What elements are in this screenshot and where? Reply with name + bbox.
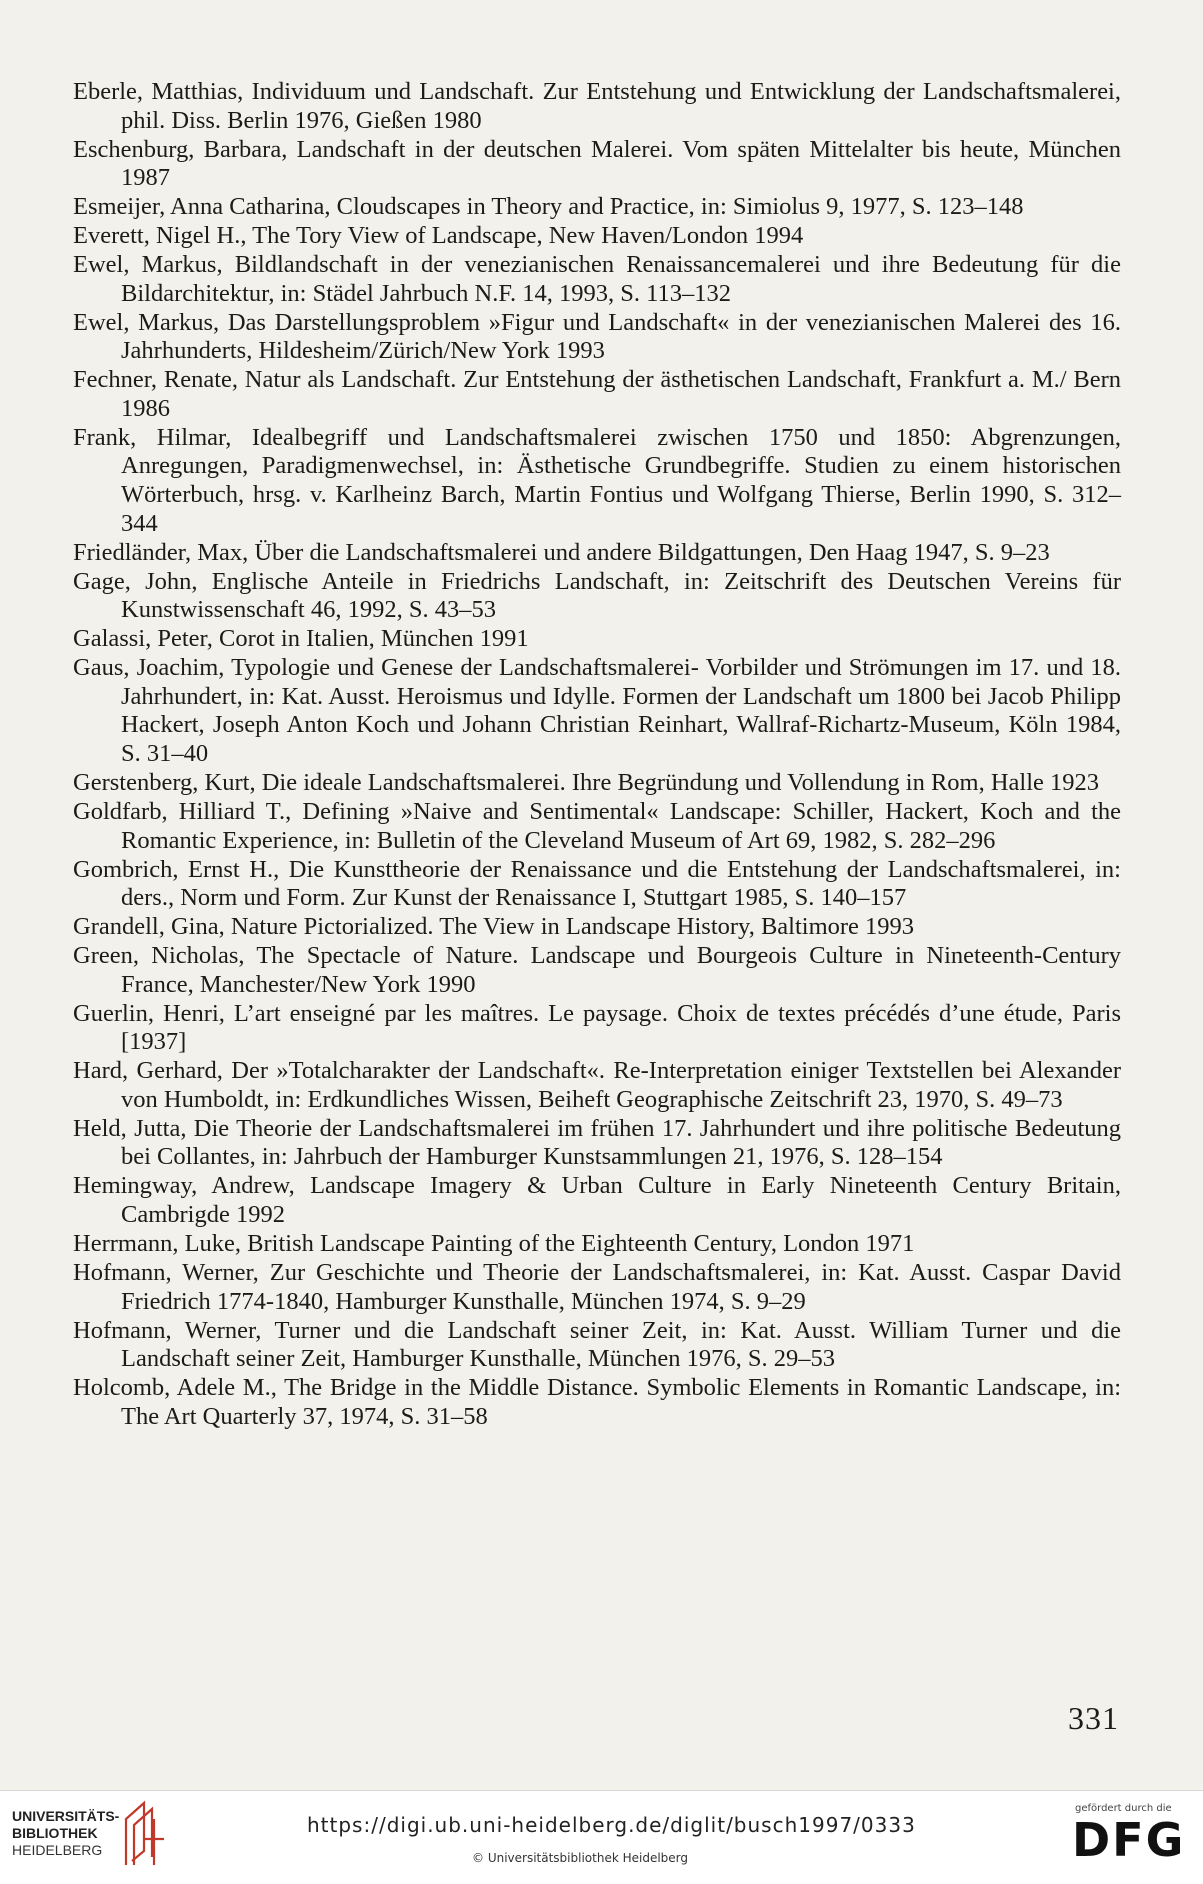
library-logo-icon: [122, 1799, 168, 1869]
library-name-line2: BIBLIOTHEK: [12, 1825, 98, 1841]
bibliography-entry: Ewel, Markus, Bildlandschaft in der venezianischen Renaissancemalerei und ihre Bedeutung für die Bildarchitektur, in: Städel Jahrbuch N.F. 14, 1993, S. 113–132: [73, 251, 1121, 307]
bibliography-entry: Hofmann, Werner, Turner und die Landschaft seiner Zeit, in: Kat. Ausst. William Turner und die Landschaft seiner Zeit, Hamburger Kunsthalle, München 1976, S. 29–53: [73, 1316, 1121, 1373]
dfg-logo: DFG: [1072, 1813, 1186, 1867]
bibliography-entry: Holcomb, Adele M., The Bridge in the Middle Distance. Symbolic Elements in Romantic Landscape, in: The Art Quarterly 37, 1974, S. 31–58: [73, 1374, 1121, 1430]
bibliography-entry: Held, Jutta, Die Theorie der Landschaftsmalerei im frühen 17. Jahrhundert und ihre politische Bedeutung bei Collantes, in: Jahrbuch der Hamburger Kunstsammlungen 21, 1976, S. 128–154: [73, 1114, 1121, 1171]
bibliography-entry: Eschenburg, Barbara, Landschaft in der deutschen Malerei. Vom späten Mittelalter bis heute, München 1987: [73, 135, 1121, 192]
bibliography-entry: Hard, Gerhard, Der »Totalcharakter der Landschaft«. Re-Interpretation einiger Textstellen bei Alexander von Humboldt, in: Erdkundliches Wissen, Beiheft Geographische Zeitschrift 23, 1970, S. 49–73: [73, 1057, 1121, 1113]
bibliography-entry: Gage, John, Englische Anteile in Friedrichs Landschaft, in: Zeitschrift des Deutschen Vereins für Kunstwissenschaft 46, 1992, S. 43–53: [73, 567, 1121, 624]
copyright-notice: © Universitätsbibliothek Heidelberg: [472, 1851, 689, 1865]
bibliography-entry: Eberle, Matthias, Individuum und Landschaft. Zur Entstehung und Entwicklung der Landschaftsmalerei, phil. Diss. Berlin 1976, Gießen 1980: [73, 78, 1121, 134]
permalink-url[interactable]: https://digi.ub.uni-heidelberg.de/diglit/busch1997/0333: [307, 1813, 916, 1837]
library-name-line3: HEIDELBERG: [12, 1842, 103, 1858]
funding-caption: gefördert durch die: [1075, 1803, 1172, 1814]
bibliography-entry: Hofmann, Werner, Zur Geschichte und Theorie der Landschaftsmalerei, in: Kat. Ausst. Caspar David Friedrich 1774-1840, Hamburger Kunsthalle, München 1974, S. 9–29: [73, 1258, 1121, 1315]
bibliography-entry: Hemingway, Andrew, Landscape Imagery & Urban Culture in Early Nineteenth Century Britain, Cambrigde 1992: [73, 1172, 1121, 1228]
bibliography-entry: Gombrich, Ernst H., Die Kunsttheorie der Renaissance und die Entstehung der Landschaftsmalerei, in: ders., Norm und Form. Zur Kunst der Renaissance I, Stuttgart 1985, S. 140–157: [73, 855, 1121, 912]
bibliography-entry: Ewel, Markus, Das Darstellungsproblem »Figur und Landschaft« in der venezianischen Malerei des 16. Jahrhunderts, Hildesheim/Zürich/New York 1993: [73, 308, 1121, 365]
bibliography-entry: Gaus, Joachim, Typologie und Genese der Landschaftsmalerei- Vorbilder und Strömungen im 17. und 18. Jahrhundert, in: Kat. Ausst. Heroismus und Idylle. Formen der Landschaft um 1800 bei Jacob Philipp Hackert, Joseph Anton Koch und Johann Christian Reinhart, Wallraf-Richartz-Museum, Köln 1984, S. 31–40: [73, 654, 1121, 767]
bibliography-entry: Galassi, Peter, Corot in Italien, München 1991: [73, 625, 529, 653]
bibliography-entry: Frank, Hilmar, Idealbegriff und Landschaftsmalerei zwischen 1750 und 1850: Abgrenzungen, Anregungen, Paradigmenwechsel, in: Ästhetische Grundbegriffe. Studien zu einem historischen Wörterbuch, hrsg. v. Karlheinz Barch, Martin Fontius und Wolfgang Thierse, Berlin 1990, S. 312–344: [73, 423, 1121, 537]
library-logo-text: [12, 1808, 119, 1859]
bibliography-entry: Friedländer, Max, Über die Landschaftsmalerei und andere Bildgattungen, Den Haag 1947, S. 9–23: [73, 538, 1050, 566]
bibliography-entry: Esmeijer, Anna Catharina, Cloudscapes in Theory and Practice, in: Simiolus 9, 1977, S. 123–148: [73, 193, 1024, 221]
page-number: 331: [1068, 1700, 1119, 1736]
bibliography-entry: Guerlin, Henri, L’art enseigné par les maîtres. Le paysage. Choix de textes précédés d’une étude, Paris [1937]: [73, 999, 1121, 1056]
bibliography-entry: Herrmann, Luke, British Landscape Painting of the Eighteenth Century, London 1971: [73, 1229, 915, 1257]
bibliography-entry: Grandell, Gina, Nature Pictorialized. The View in Landscape History, Baltimore 1993: [73, 913, 915, 941]
bibliography-entry: Fechner, Renate, Natur als Landschaft. Zur Entstehung der ästhetischen Landschaft, Frankfurt a. M./ Bern 1986: [73, 366, 1121, 422]
bibliography-entry: Everett, Nigel H., The Tory View of Landscape, New Haven/London 1994: [73, 222, 804, 250]
bibliography-entry: Green, Nicholas, The Spectacle of Nature. Landscape und Bourgeois Culture in Nineteenth-Century France, Manchester/New York 1990: [73, 942, 1121, 998]
footer-bar: [0, 1790, 1203, 1884]
bibliography-entry: Goldfarb, Hilliard T., Defining »Naive and Sentimental« Landscape: Schiller, Hackert, Koch and the Romantic Experience, in: Bulletin of the Cleveland Museum of Art 69, 1982, S. 282–296: [73, 797, 1121, 854]
bibliography-list: [73, 78, 1121, 1432]
library-name-line1: UNIVERSITÄTS-: [12, 1808, 120, 1824]
bibliography-entry: Gerstenberg, Kurt, Die ideale Landschaftsmalerei. Ihre Begründung und Vollendung in Rom, Halle 1923: [73, 768, 1100, 796]
